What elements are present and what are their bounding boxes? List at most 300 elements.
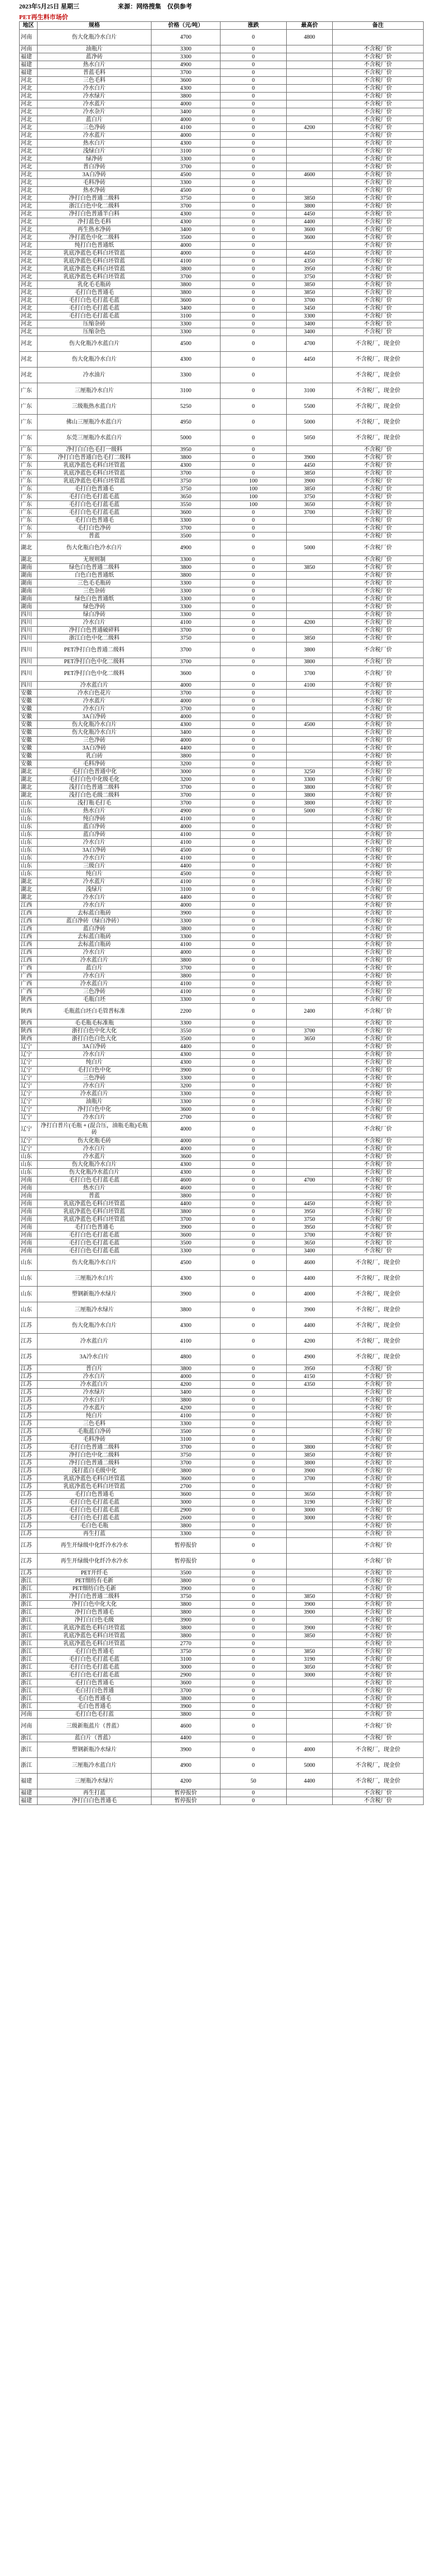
price-cell: 4300 [152, 1271, 221, 1287]
note-cell: 不含税厂价 [333, 949, 424, 957]
note-cell: 不含税厂价 [333, 1695, 424, 1703]
change-cell: 0 [221, 910, 287, 917]
note-cell: 不含税厂价 [333, 619, 424, 627]
high-price-cell: 4450 [287, 462, 333, 470]
price-cell: 3200 [152, 1082, 221, 1090]
price-cell: 3900 [152, 910, 221, 917]
note-cell: 不含税厂价 [333, 1711, 424, 1719]
region-cell: 辽宁 [20, 1082, 38, 1090]
spec-cell: 佛山三厘瓶冷水蓝白片 [38, 415, 152, 430]
region-cell: 湖北 [20, 894, 38, 902]
region-cell: 山东 [20, 839, 38, 847]
price-cell: 4100 [152, 839, 221, 847]
change-cell: 0 [221, 1255, 287, 1271]
region-cell: 河南 [20, 1247, 38, 1255]
table-row [20, 941, 424, 949]
table-row [20, 1232, 424, 1239]
price-cell: 4000 [152, 1145, 221, 1153]
spec-cell: 绿色白色普通二级料 [38, 564, 152, 572]
high-price-cell: 4350 [287, 258, 333, 265]
high-price-cell: 3850 [287, 485, 333, 493]
table-row [20, 1789, 424, 1797]
price-cell: 3900 [152, 1617, 221, 1624]
note-cell: 不含税厂价 [333, 886, 424, 894]
high-price-cell [287, 815, 333, 823]
note-cell: 不含税厂价 [333, 1507, 424, 1514]
high-price-cell [287, 910, 333, 917]
price-cell: 3750 [152, 195, 221, 203]
change-cell: 0 [221, 823, 287, 831]
price-cell: 4000 [152, 902, 221, 910]
high-price-cell: 3800 [287, 203, 333, 210]
report-disclaimer: 仅供参考 [167, 3, 192, 10]
high-price-cell: 3000 [287, 1507, 333, 1514]
note-cell: 不含税厂价 [333, 446, 424, 454]
region-cell: 河北 [20, 313, 38, 320]
table-row [20, 1624, 424, 1632]
high-price-cell: 4700 [287, 1177, 333, 1184]
high-price-cell [287, 1797, 333, 1805]
region-cell: 江苏 [20, 1452, 38, 1459]
region-cell: 江苏 [20, 1499, 38, 1507]
region-cell: 山东 [20, 823, 38, 831]
spec-cell: 毛瓶蓝白坯白毛管普标准 [38, 1004, 152, 1020]
spec-cell: 白色白色普通纸 [38, 572, 152, 580]
note-cell: 不含税厂价 [333, 1067, 424, 1075]
change-cell: 0 [221, 234, 287, 242]
table-row [20, 1153, 424, 1161]
change-cell: 0 [221, 532, 287, 540]
note-cell: 不含税厂价 [333, 226, 424, 234]
change-cell: 100 [221, 501, 287, 509]
spec-cell: 三色杂砖 [38, 587, 152, 595]
note-cell: 不含税厂价 [333, 148, 424, 155]
change-cell: 0 [221, 1067, 287, 1075]
note-cell: 不含税厂价 [333, 902, 424, 910]
region-cell: 安徽 [20, 690, 38, 697]
price-cell: 4200 [152, 1774, 221, 1789]
table-row [20, 572, 424, 580]
region-cell: 河南 [20, 1232, 38, 1239]
change-cell: 0 [221, 297, 287, 305]
note-cell: 不含税厂价 [333, 752, 424, 760]
region-cell: 河北 [20, 210, 38, 218]
spec-cell: 热水净砖 [38, 187, 152, 195]
change-cell: 0 [221, 886, 287, 894]
note-cell: 不含税厂价 [333, 1640, 424, 1648]
spec-cell: 冷水白片 [38, 949, 152, 957]
note-cell: 不含税厂价 [333, 925, 424, 933]
region-cell: 广西 [20, 988, 38, 996]
spec-cell: 伤大化瓶冷水白片 [38, 1255, 152, 1271]
price-cell: 3600 [152, 297, 221, 305]
price-cell: 3600 [152, 1679, 221, 1687]
note-cell: 不含税厂价 [333, 1467, 424, 1475]
high-price-cell: 3850 [287, 564, 333, 572]
note-cell: 不含税厂价 [333, 1632, 424, 1640]
high-price-cell [287, 972, 333, 980]
change-cell: 0 [221, 179, 287, 187]
change-cell: 0 [221, 1153, 287, 1161]
change-cell: 0 [221, 415, 287, 430]
region-cell: 河北 [20, 242, 38, 250]
price-cell: 3300 [152, 933, 221, 941]
change-cell: 0 [221, 203, 287, 210]
spec-cell: PET净打白色普通二级料 [38, 642, 152, 658]
change-cell: 0 [221, 1334, 287, 1349]
region-cell: 湖北 [20, 784, 38, 792]
region-cell: 广东 [20, 430, 38, 446]
high-price-cell: 4800 [287, 30, 333, 45]
change-cell: 0 [221, 446, 287, 454]
high-price-cell: 3800 [287, 1444, 333, 1452]
high-price-cell: 3190 [287, 1656, 333, 1664]
price-cell: 4300 [152, 1161, 221, 1169]
region-cell: 安徽 [20, 752, 38, 760]
note-cell: 不含税厂价 [333, 1412, 424, 1420]
spec-cell: 去标蓝白瓶砖 [38, 933, 152, 941]
high-price-cell: 3850 [287, 1648, 333, 1656]
table-row [20, 399, 424, 415]
region-cell: 江西 [20, 917, 38, 925]
table-row [20, 666, 424, 682]
price-cell: 3300 [152, 1530, 221, 1538]
region-cell: 江西 [20, 910, 38, 917]
spec-cell: 塑钢新瓶冷水绿片 [38, 1287, 152, 1302]
change-cell: 0 [221, 1145, 287, 1153]
table-row [20, 1216, 424, 1224]
col-header-price: 价格（元/吨） [152, 22, 221, 30]
price-cell: 3600 [152, 1232, 221, 1239]
change-cell: 0 [221, 1711, 287, 1719]
note-cell: 不含税厂价 [333, 1491, 424, 1499]
spec-cell: 三色毛料 [38, 1420, 152, 1428]
table-row [20, 886, 424, 894]
price-cell: 3900 [152, 1585, 221, 1593]
spec-cell: 再生打蓝 [38, 1789, 152, 1797]
change-cell: 0 [221, 69, 287, 77]
high-price-cell: 3250 [287, 768, 333, 776]
note-cell: 不含税厂价 [333, 1530, 424, 1538]
change-cell: 0 [221, 1420, 287, 1428]
spec-cell: 浙打白色中化大化 [38, 1027, 152, 1035]
spec-cell: 毛打白色普通毛 [38, 1224, 152, 1232]
note-cell: 不含税厂，现金价 [333, 1271, 424, 1287]
note-cell: 不含税厂价 [333, 768, 424, 776]
change-cell: 0 [221, 1538, 287, 1554]
change-cell: 0 [221, 1098, 287, 1106]
spec-cell: 乳化毛毛瓶砖 [38, 281, 152, 289]
change-cell: 0 [221, 564, 287, 572]
change-cell: 0 [221, 752, 287, 760]
high-price-cell [287, 1522, 333, 1530]
high-price-cell [287, 1098, 333, 1106]
note-cell: 不含税厂价 [333, 1404, 424, 1412]
region-cell: 河北 [20, 234, 38, 242]
spec-cell: 热水白片 [38, 61, 152, 69]
region-cell: 浙江 [20, 1601, 38, 1609]
price-cell: 4500 [152, 1255, 221, 1271]
change-cell: 0 [221, 713, 287, 721]
spec-cell: 净打白色中化 [38, 1106, 152, 1114]
price-cell: 3500 [152, 1428, 221, 1436]
region-cell: 福建 [20, 53, 38, 61]
price-cell: 3300 [152, 1075, 221, 1082]
price-cell: 4500 [152, 171, 221, 179]
region-cell: 四川 [20, 611, 38, 619]
high-price-cell [287, 1090, 333, 1098]
high-price-cell [287, 525, 333, 532]
note-cell: 不含税厂价 [333, 1797, 424, 1805]
price-cell: 4100 [152, 1334, 221, 1349]
region-cell: 安徽 [20, 721, 38, 729]
region-cell: 广东 [20, 532, 38, 540]
price-cell: 3800 [152, 1577, 221, 1585]
high-price-cell [287, 697, 333, 705]
spec-cell: 蓝白净砖 [38, 823, 152, 831]
change-cell: 0 [221, 619, 287, 627]
change-cell: 0 [221, 1624, 287, 1632]
note-cell: 不含税厂价 [333, 1687, 424, 1695]
spec-cell: PET细纺有毛新 [38, 1577, 152, 1585]
region-cell: 河北 [20, 187, 38, 195]
table-row [20, 1067, 424, 1075]
spec-cell: 毛打白色毛打蓝毛蓝 [38, 1232, 152, 1239]
table-row [20, 556, 424, 564]
note-cell: 不含税厂价 [333, 313, 424, 320]
price-cell: 3800 [152, 957, 221, 965]
spec-cell: 伤大化瓶冷水白片 [38, 721, 152, 729]
spec-cell: 冷水白片 [38, 705, 152, 713]
note-cell: 不含税厂价 [333, 1232, 424, 1239]
note-cell: 不含税厂价 [333, 862, 424, 870]
change-cell: 0 [221, 1554, 287, 1569]
spec-cell: 蓝净砖 [38, 53, 152, 61]
high-price-cell: 4450 [287, 352, 333, 368]
high-price-cell [287, 611, 333, 619]
price-cell: 3900 [152, 1703, 221, 1711]
note-cell: 不含税厂价 [333, 187, 424, 195]
region-cell: 河北 [20, 179, 38, 187]
table-row [20, 870, 424, 878]
note-cell: 不含税厂，现金价 [333, 1349, 424, 1365]
region-cell: 江苏 [20, 1459, 38, 1467]
note-cell: 不含税厂价 [333, 1514, 424, 1522]
region-cell: 河南 [20, 1216, 38, 1224]
high-price-cell [287, 729, 333, 737]
region-cell: 江苏 [20, 1436, 38, 1444]
price-cell: 3800 [152, 1522, 221, 1530]
note-cell: 不含税厂价 [333, 501, 424, 509]
spec-cell: 蓝白片 [38, 116, 152, 124]
change-cell: 0 [221, 1247, 287, 1255]
price-cell: 3800 [152, 925, 221, 933]
price-cell: 4100 [152, 988, 221, 996]
high-price-cell: 3700 [287, 666, 333, 682]
change-cell: 0 [221, 1695, 287, 1703]
note-cell: 不含税厂价 [333, 1664, 424, 1672]
note-cell: 不含税厂价 [333, 1672, 424, 1679]
change-cell: 0 [221, 658, 287, 666]
region-cell: 安徽 [20, 737, 38, 745]
table-row [20, 1004, 424, 1020]
change-cell: 0 [221, 595, 287, 603]
change-cell: 0 [221, 1365, 287, 1373]
region-cell: 河北 [20, 140, 38, 148]
note-cell: 不含税厂价 [333, 965, 424, 972]
spec-cell: 净打白色中化二级料 [38, 1452, 152, 1459]
region-cell: 浙江 [20, 1624, 38, 1632]
table-row [20, 525, 424, 532]
table-header-row [20, 22, 424, 30]
spec-cell: 毛料净砖 [38, 179, 152, 187]
table-row [20, 1397, 424, 1404]
spec-cell: 毛打白色毛打蓝毛蓝 [38, 305, 152, 313]
region-cell: 江苏 [20, 1428, 38, 1436]
high-price-cell [287, 603, 333, 611]
change-cell: 0 [221, 1397, 287, 1404]
high-price-cell [287, 1428, 333, 1436]
change-cell: 0 [221, 1004, 287, 1020]
price-cell: 4000 [152, 682, 221, 690]
note-cell: 不含税厂价 [333, 1169, 424, 1177]
change-cell: 0 [221, 1632, 287, 1640]
spec-cell: 浅绿白片 [38, 148, 152, 155]
table-row [20, 1035, 424, 1043]
price-cell: 3900 [152, 1742, 221, 1758]
region-cell: 河北 [20, 328, 38, 336]
region-cell: 湖南 [20, 572, 38, 580]
note-cell: 不含税厂价 [333, 242, 424, 250]
spec-cell: 毛打白色毛打蓝毛蓝 [38, 1664, 152, 1672]
table-row [20, 368, 424, 383]
region-cell: 山东 [20, 862, 38, 870]
price-cell: 3750 [152, 1593, 221, 1601]
region-cell: 辽宁 [20, 1075, 38, 1082]
table-row [20, 210, 424, 218]
change-cell: 0 [221, 556, 287, 564]
high-price-cell [287, 925, 333, 933]
change-cell: 0 [221, 454, 287, 462]
region-cell: 四川 [20, 627, 38, 635]
high-price-cell [287, 1789, 333, 1797]
change-cell: 0 [221, 1734, 287, 1742]
spec-cell: 浙江白色中化二级料 [38, 203, 152, 210]
spec-cell: 冷水白色花片 [38, 690, 152, 697]
table-row [20, 855, 424, 862]
price-cell: 4000 [152, 1137, 221, 1145]
table-row [20, 509, 424, 517]
note-cell: 不含税厂价 [333, 1090, 424, 1098]
price-cell: 2200 [152, 1004, 221, 1020]
spec-cell: 冷水白片 [38, 1082, 152, 1090]
high-price-cell: 3700 [287, 1475, 333, 1483]
change-cell: 0 [221, 1184, 287, 1192]
region-cell: 山东 [20, 807, 38, 815]
table-row [20, 1224, 424, 1232]
region-cell: 山东 [20, 815, 38, 823]
region-cell: 湖北 [20, 878, 38, 886]
spec-cell: 油瓶片 [38, 45, 152, 53]
note-cell: 不含税厂价 [333, 485, 424, 493]
price-cell: 4000 [152, 737, 221, 745]
price-cell: 4300 [152, 352, 221, 368]
price-cell: 3500 [152, 1035, 221, 1043]
table-row [20, 1530, 424, 1538]
price-cell: 4950 [152, 415, 221, 430]
change-cell: 0 [221, 1617, 287, 1624]
spec-cell: 毛料净砖 [38, 760, 152, 768]
spec-cell: 净打白色普通二级料 [38, 1593, 152, 1601]
change-cell: 0 [221, 847, 287, 855]
high-price-cell: 3850 [287, 1593, 333, 1601]
change-cell: 0 [221, 776, 287, 784]
table-row [20, 1184, 424, 1192]
region-cell: 河南 [20, 1192, 38, 1200]
change-cell: 0 [221, 85, 287, 93]
region-cell: 河北 [20, 77, 38, 85]
high-price-cell [287, 1703, 333, 1711]
spec-cell: 净打白白色普通毛 [38, 1797, 152, 1805]
note-cell: 不含税厂价 [333, 1538, 424, 1554]
table-row [20, 1122, 424, 1137]
table-row [20, 1797, 424, 1805]
price-cell: 3800 [152, 281, 221, 289]
table-row [20, 619, 424, 627]
price-cell: 4000 [152, 100, 221, 108]
spec-cell: 3A白净砖 [38, 1043, 152, 1051]
col-header-change: 涨跌 [221, 22, 287, 30]
high-price-cell: 3600 [287, 234, 333, 242]
region-cell: 山东 [20, 1287, 38, 1302]
high-price-cell [287, 1577, 333, 1585]
region-cell: 浙江 [20, 1687, 38, 1695]
region-cell: 湖南 [20, 603, 38, 611]
high-price-cell: 4000 [287, 1742, 333, 1758]
spec-cell: PET净打白色中化二级料 [38, 666, 152, 682]
table-row [20, 148, 424, 155]
note-cell: 不含税厂价 [333, 917, 424, 925]
table-row [20, 894, 424, 902]
note-cell: 不含税厂价 [333, 721, 424, 729]
note-cell: 不含税厂价 [333, 642, 424, 658]
table-row [20, 1664, 424, 1672]
region-cell: 广东 [20, 485, 38, 493]
change-cell: 0 [221, 642, 287, 658]
spec-cell: 普蓝 [38, 532, 152, 540]
price-cell: 3800 [152, 1632, 221, 1640]
spec-cell: 冷水白片 [38, 1051, 152, 1059]
price-cell: 4300 [152, 85, 221, 93]
change-cell: 0 [221, 1444, 287, 1452]
price-cell: 3300 [152, 1420, 221, 1428]
spec-cell: 毛打白色毛打蓝毛蓝 [38, 509, 152, 517]
price-cell: 3550 [152, 1027, 221, 1035]
high-price-cell [287, 580, 333, 587]
table-row [20, 77, 424, 85]
high-price-cell [287, 61, 333, 69]
region-cell: 江西 [20, 902, 38, 910]
note-cell: 不含税厂价 [333, 61, 424, 69]
price-cell: 3800 [152, 1601, 221, 1609]
region-cell: 浙江 [20, 1640, 38, 1648]
high-price-cell [287, 902, 333, 910]
change-cell: 0 [221, 1404, 287, 1412]
high-price-cell [287, 179, 333, 187]
region-cell: 辽宁 [20, 1137, 38, 1145]
high-price-cell: 3800 [287, 792, 333, 800]
spec-cell: 毛打白色普通二级料 [38, 1444, 152, 1452]
